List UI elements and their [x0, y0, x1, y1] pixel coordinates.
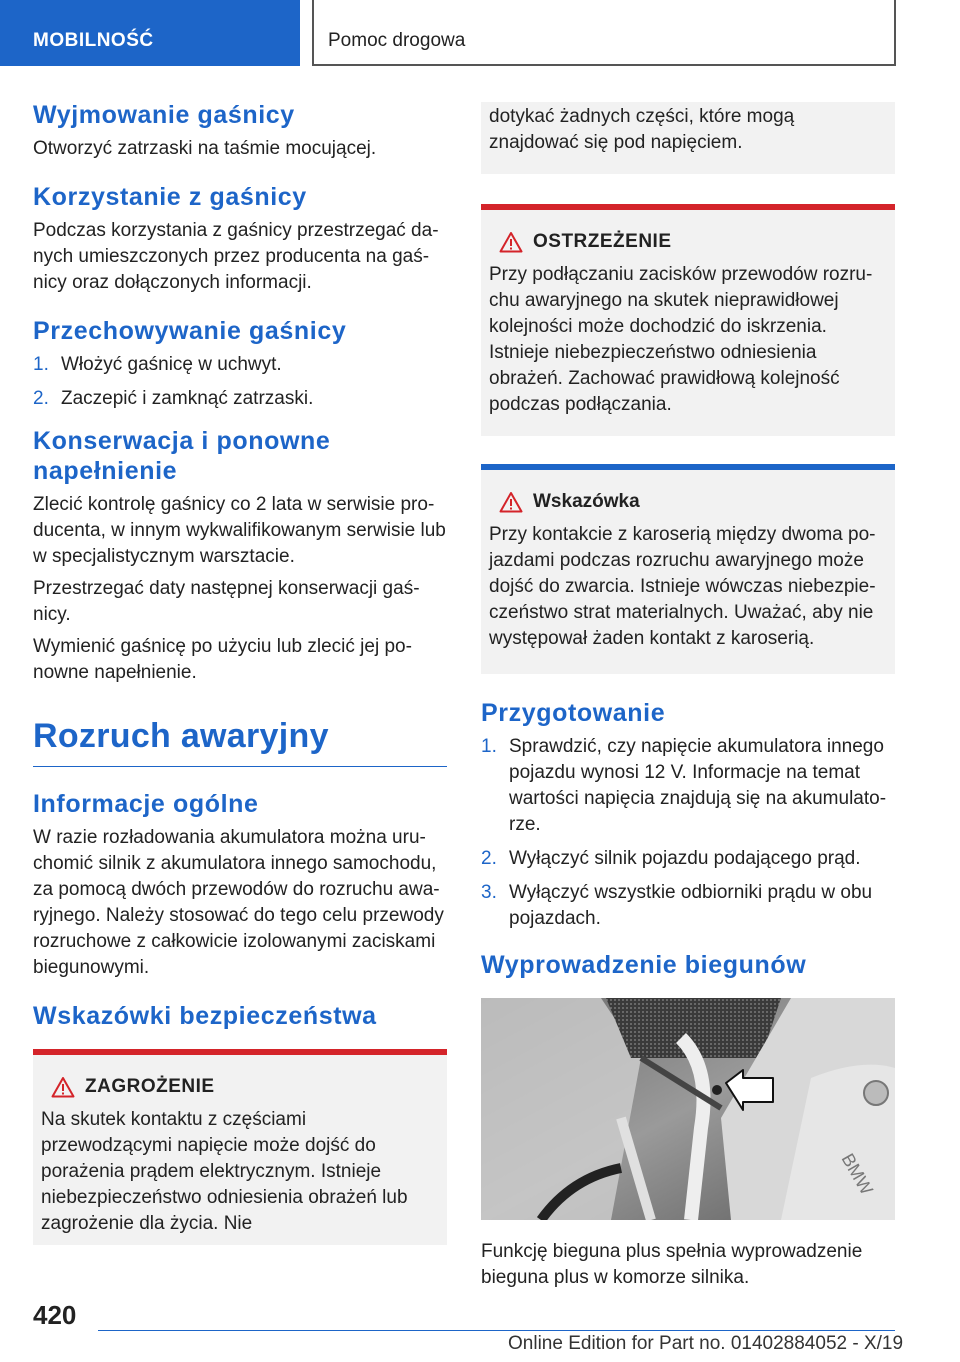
paragraph-informacje: W razie rozładowania akumulatora można uruchomić silnik z akumulatora innego samochodu, za pomocą dwóch przewodów do rozruchu awaryjnego. Należy stosować do tego celu przewody rozruchowe z całkowicie izolowanymi zaciskami biegunowymi. [33, 827, 444, 978]
notice-text: Przy podłączaniu zacisków przewodów rozruchu awaryjnego na skutek nieprawidłowej kolejności może dochodzić do iskrzenia. Istnieje niebezpieczeństwo odniesienia obrażeń. Zachować prawidłową kolejność podczas podłączania. [489, 264, 873, 415]
list-item [33, 352, 447, 378]
list-item [481, 880, 895, 932]
engine-bay-photo [481, 998, 895, 1220]
left-column [33, 100, 447, 1245]
notice-danger [33, 1049, 447, 1245]
notice-warning [481, 204, 895, 436]
paragraph-wyjmowanie: Otworzyć zatrzaski na taśmie mocującej. [33, 138, 377, 159]
steps-przygotowanie [481, 734, 895, 932]
step-number: 2. [481, 848, 497, 869]
warning-triangle-icon [489, 231, 533, 253]
right-column [481, 100, 895, 1297]
list-item [481, 846, 895, 872]
paragraph-korzystanie: Podczas korzystania z gaśnicy przestrzegać danych umieszczonych przez producenta na gaśnicy oraz dołączonych informacji. [33, 220, 439, 293]
heading-wskazowki: Wskazówki bezpieczeństwa [33, 1002, 377, 1030]
list-item [481, 734, 895, 838]
notice-text: dotykać żadnych części, które mogą znajdować się pod napięciem. [489, 106, 795, 153]
warning-triangle-icon [41, 1076, 85, 1098]
step-number: 1. [33, 354, 49, 375]
paragraph-konserwacja-2: Przestrzegać daty następnej konserwacji gaśnicy. [33, 578, 420, 625]
step-text: Wyłączyć silnik pojazdu podającego prąd. [509, 848, 861, 869]
notice-text: Na skutek kontaktu z częściami przewodzącymi napięcie może dojść do porażenia prądem elektrycznym. Istnieje niebezpieczeństwo odniesienia obrażeń lub zagrożenie dla życia. Nie [41, 1109, 408, 1234]
photo-caption: Funkcję bieguna plus spełnia wyprowadzenie bieguna plus w komorze silnika. [481, 1241, 863, 1288]
heading-przygotowanie: Przygotowanie [481, 699, 666, 727]
heading-przechowywanie: Przechowywanie gaśnicy [33, 317, 347, 345]
notice-title: Wskazówka [533, 491, 640, 512]
notice-title: OSTRZEŻENIE [533, 231, 672, 252]
step-text: Wyłączyć wszystkie odbiorniki prądu w obu pojazdach. [509, 882, 873, 929]
section-tab: MOBILNOŚĆ [0, 0, 300, 66]
heading-korzystanie: Korzystanie z gaśnicy [33, 183, 307, 211]
footer-divider [98, 1330, 895, 1331]
svg-text:BMW: BMW [837, 1150, 877, 1199]
page-header [0, 0, 960, 66]
step-number: 3. [481, 882, 497, 903]
paragraph-konserwacja-3: Wymienić gaśnicę po użyciu lub zlecić jej ponowne napełnienie. [33, 636, 412, 683]
notice-title: ZAGROŻENIE [85, 1076, 215, 1097]
chapter-title: Pomoc drogowa [312, 0, 896, 66]
page-number: 420 [33, 1300, 77, 1330]
notice-hint [481, 464, 895, 674]
steps-przechowywanie [33, 352, 447, 412]
heading-konserwacja: Konserwacja i ponowne napełnienie [33, 427, 331, 485]
step-number: 1. [481, 736, 497, 757]
heading-wyprowadzenie: Wyprowadzenie biegunów [481, 951, 807, 979]
paragraph-konserwacja-1: Zlecić kontrolę gaśnicy co 2 lata w serwisie producenta, w innym wykwalifikowanym serwisie lub w specjalistycznym warsztacie. [33, 494, 446, 567]
notice-text: Przy kontakcie z karoserią między dwoma pojazdami podczas rozruchu awaryjnego może dojść do zwarcia. Istnieje wówczas niebezpieczeństwo strat materialnych. Uważać, aby nie występował żaden kontakt z karoserią. [489, 524, 876, 649]
step-text: Włożyć gaśnicę w uchwyt. [61, 354, 282, 375]
footer-edition: Online Edition for Part no. 01402884052 - X/19 [508, 1333, 904, 1354]
notice-danger-continued [481, 102, 895, 174]
list-item [33, 386, 447, 412]
heading-informacje: Informacje ogólne [33, 790, 259, 818]
warning-triangle-icon [489, 491, 533, 513]
heading-rozruch: Rozruch awaryjny [33, 714, 447, 767]
step-text: Sprawdzić, czy napięcie akumulatora innego pojazdu wynosi 12 V. Informacje na temat wartości napięcia znajdują się na akumulatorze. [509, 736, 887, 835]
step-text: Zaczepić i zamknąć zatrzaski. [61, 388, 314, 409]
step-number: 2. [33, 388, 49, 409]
heading-wyjmowanie: Wyjmowanie gaśnicy [33, 101, 295, 129]
